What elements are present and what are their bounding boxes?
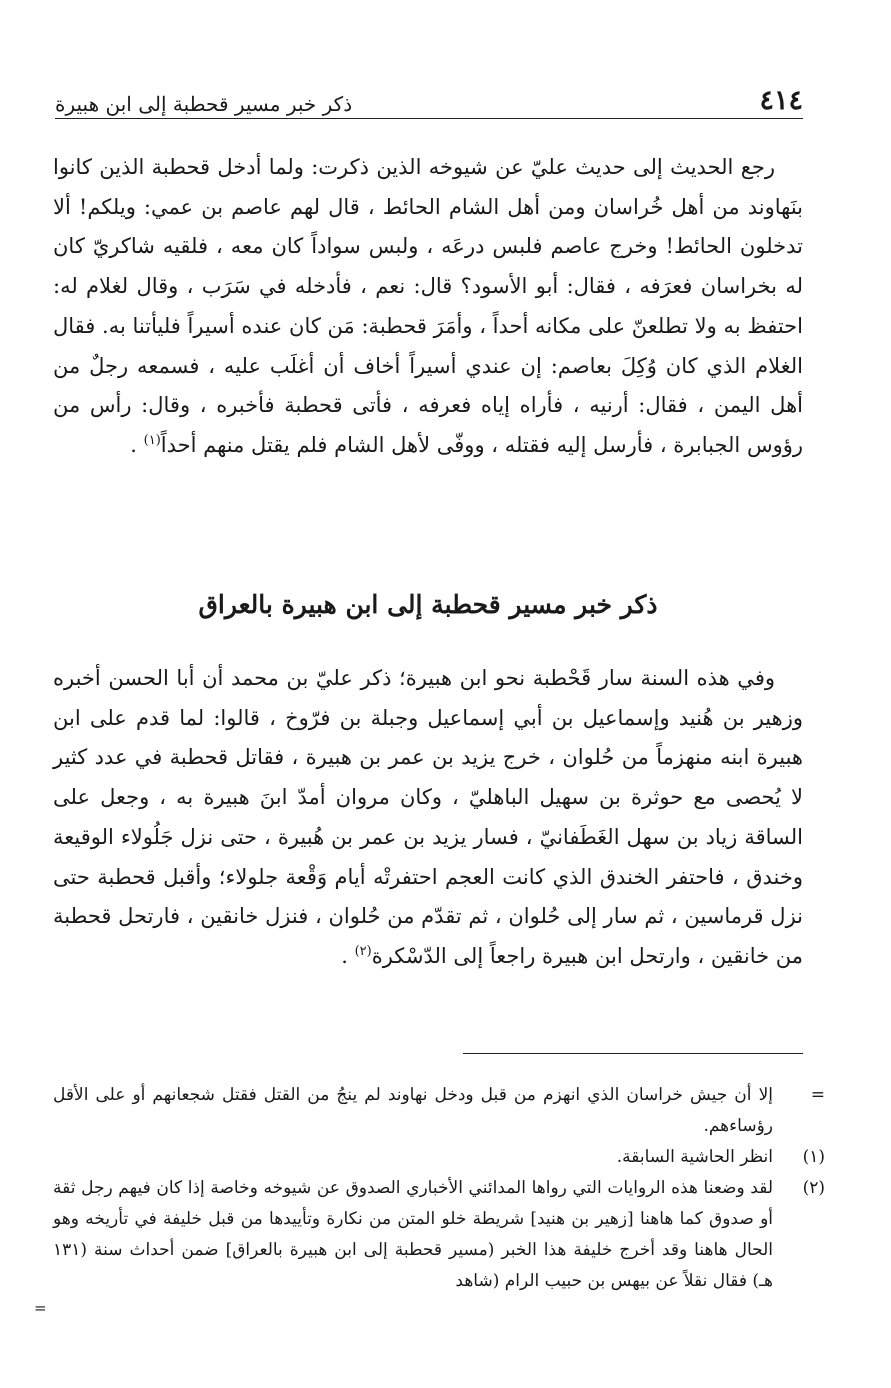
paragraph-2 — [53, 659, 803, 977]
paragraph-2-text: وفي هذه السنة سار قَحْطبة نحو ابن هبيرة؛ ذكر عليّ بن محمد أن أبا الحسن أخبره وزهير بن هُنيد وإسماعيل بن أبي إسماعيل وجبلة بن فرّوخ ، قالوا: لما قدم على ابن هبيرة ابنه منهزماً من حُلوان ، خرج يزيد بن عمر بن هبيرة ، فقاتل قحطبة في عدد كثير لا يُحصى مع حوثرة بن سهيل الباهليّ ، وكان مروان أمدّ ابنَ هبيرة به ، وجعل على الساقة زياد بن سهل الغَطَفانيّ ، فسار يزيد بن عمر بن هُبيرة ، حتى نزل جَلُولاء الوقيعة وخندق ، فاحتفر الخندق الذي كانت العجم احتفرتْه أيام وَقْعة جلولاء؛ وأقبل قحطبة حتى نزل قرماسين ، ثم سار إلى حُلوان ، ثم تقدّم من حُلوان ، فنزل خانقين ، فارتحل قحطبة من خانقين ، وارتحل ابن هبيرة راجعاً إلى الدّسْكرة — [53, 666, 803, 968]
footnote-text: انظر الحاشية السابقة. — [616, 1147, 773, 1167]
section-heading: ذكر خبر مسير قحطبة إلى ابن هبيرة بالعراق — [198, 590, 658, 619]
footnote-text: إلا أن جيش خراسان الذي انهزم من قبل ودخل نهاوند لم ينجُ من القتل فقتل شجعانهم أو على الأقل رؤساءهم. — [53, 1085, 773, 1136]
paragraph-1-text: رجع الحديث إلى حديث عليّ عن شيوخه الذين ذكرت: ولما أدخل قحطبة الذين كانوا بنَهاوند من أهل خُراسان ومن أهل الشام الحائط ، قال لهم عاصم بن عمي: ويلكم! ألا تدخلون الحائط! وخرج عاصم فلبس درعَه ، ولبس سواداً كان معه ، فلقيه شاكريّ كان له بخراسان فعرَفه ، فقال: أبو الأسود؟ قال: نعم ، فأدخله في سَرَب ، وقال لغلام له: احتفظ به ولا تطلعنّ على مكانه أحداً ، وأمَرَ قحطبة: مَن كان عنده أسيراً فليأتنا به. فقال الغلام الذي كان وُكِلَ بعاصم: إن عندي أسيراً أخاف أن أغلَب عليه ، فسمعه رجلٌ من أهل اليمن ، فقال: أرنيه ، فأراه إياه فعرفه ، فأتى قحطبة فأخبره ، وقال: رأس من رؤوس الجبابرة ، فأرسل إليه فقتله ، ووفّى لأهل الشام فلم يقتل منهم أحداً — [53, 155, 803, 457]
running-header — [55, 74, 803, 119]
footnote-marker: (١) — [802, 1147, 825, 1167]
page-number: ٤١٤ — [759, 85, 803, 116]
footnote-marker: = — [810, 1085, 825, 1105]
paragraph-1 — [53, 148, 803, 466]
footnote-1 — [53, 1142, 825, 1173]
continuation-mark: = — [34, 1299, 47, 1317]
footnote-reference-2: (٢) — [354, 943, 372, 959]
footnotes — [53, 1080, 825, 1297]
footnote-continuation — [53, 1080, 825, 1142]
footnote-marker: (٢) — [802, 1178, 825, 1198]
paragraph-2-end: . — [341, 943, 355, 968]
paragraph-1-end: . — [130, 432, 144, 457]
running-header-title: ذكر خبر مسير قحطبة إلى ابن هبيرة — [55, 92, 353, 116]
footnote-separator — [463, 1053, 803, 1054]
footnote-text: لقد وضعنا هذه الروايات التي رواها المدائني الأخباري الصدوق عن شيوخه وخاصة إذا كان فيهم رجل ثقة أو صدوق كما هاهنا [زهير بن هنيد] شريطة خلو المتن من نكارة وتأييدها من قبل خليفة في تأريخه وهو الحال هاهنا وقد أخرج خليفة هذا الخبر (مسير قحطبة إلى ابن هبيرة بالعراق] ضمن أحداث سنة (١٣١ هـ) فقال نقلاً عن بيهس بن حبيب الرام (شاهد — [53, 1178, 773, 1291]
footnote-2 — [53, 1173, 825, 1297]
footnote-reference-1: (١) — [143, 432, 161, 448]
